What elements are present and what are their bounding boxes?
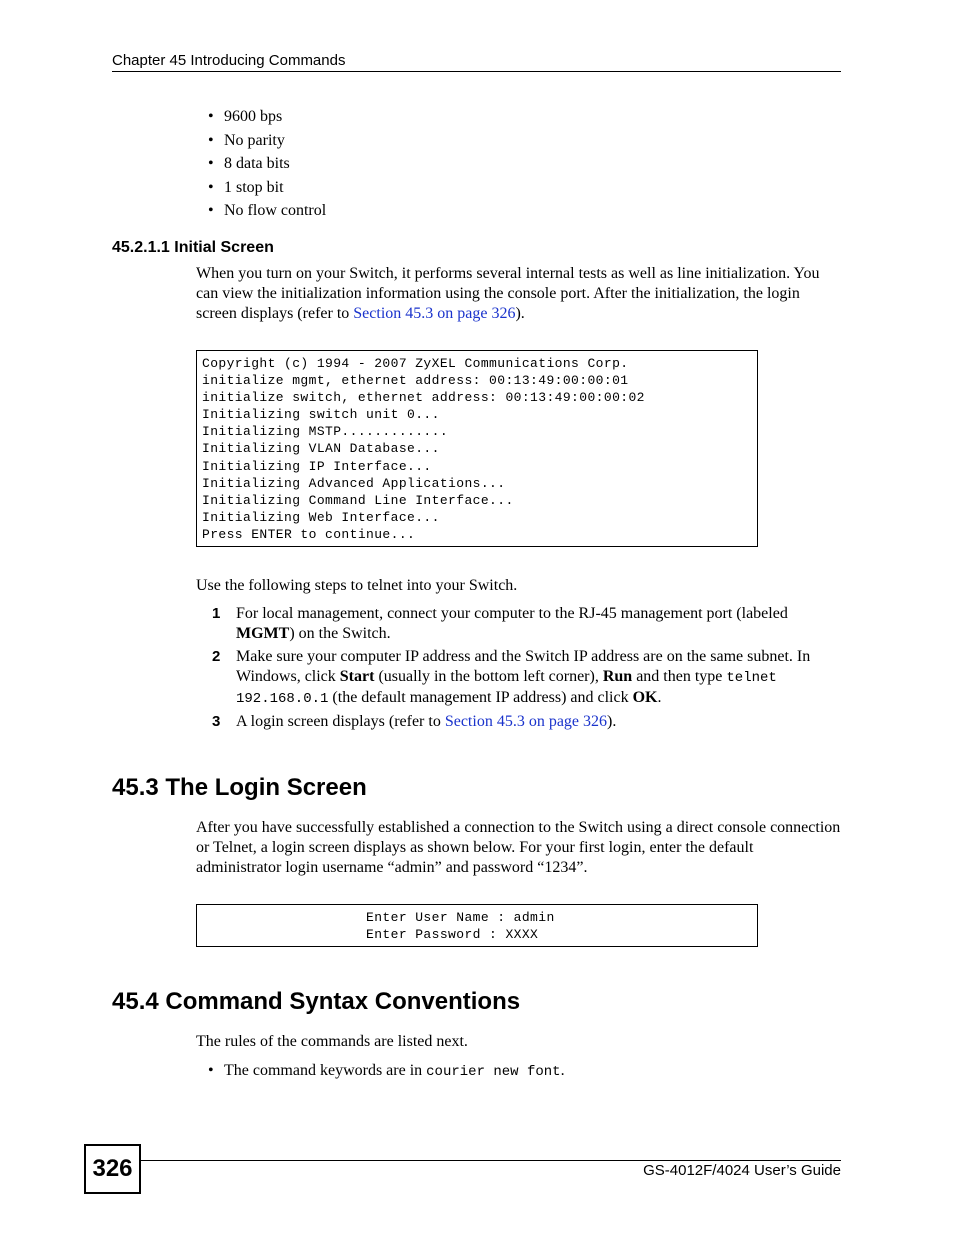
guide-title: GS-4012F/4024 User’s Guide: [643, 1162, 841, 1179]
telnet-steps: [212, 604, 841, 735]
list-item: • No flow control: [208, 202, 327, 219]
console-line: Enter Password : XXXX: [202, 927, 539, 943]
console-line: Enter User Name : admin: [202, 910, 555, 925]
login-paragraph: After you have successfully established a connection to the Switch using a direct console connection or Telnet, a login screen displays as shown below. For your first login, enter the default administrator login username “admin” and password “1234”.: [196, 819, 841, 876]
section-link[interactable]: Section 45.3 on page 326: [444, 713, 608, 730]
console-line: Initializing Advanced Applications...: [202, 475, 506, 491]
console-line: Initializing switch unit 0...: [202, 407, 440, 423]
console-line: Press ENTER to continue...: [202, 526, 416, 542]
settings-list: [208, 105, 326, 223]
console-line: Initializing IP Interface...: [202, 458, 432, 474]
syntax-list: [208, 1059, 565, 1085]
console-line: initialize switch, ethernet address: 00:13:49:00:00:02: [202, 390, 645, 406]
subsection-heading: 45.2.1.1 Initial Screen: [112, 239, 274, 256]
step-number: 1: [212, 605, 221, 622]
footer-rule: [141, 1160, 841, 1161]
step-item: 3 A login screen displays (refer to Section 45.3 on page 326).: [212, 713, 617, 730]
telnet-command: telnet 192.168.0.1: [236, 670, 777, 707]
console-line: initialize mgmt, ethernet address: 00:13:49:00:00:01: [202, 373, 629, 389]
step-number: 2: [212, 648, 221, 665]
login-console-box: [196, 904, 758, 947]
header-rule: [112, 71, 841, 72]
page-number: 326: [84, 1144, 141, 1194]
list-item: • 1 stop bit: [208, 178, 284, 196]
section-link[interactable]: Section 45.3 on page 326: [353, 305, 516, 322]
syntax-paragraph: The rules of the commands are listed next.: [196, 1033, 468, 1050]
console-output-box: [196, 350, 758, 547]
list-item: • 8 data bits: [208, 155, 290, 172]
step-item: 2 Make sure your computer IP address and the Switch IP address are on the same subnet. In Windows, click Start (usually in the bottom left corner), Run and then type telnet 192.168.0.1 (the default management IP address) and click OK.: [212, 648, 811, 707]
section-heading-syntax: 45.4 Command Syntax Conventions: [112, 988, 521, 1015]
initial-screen-paragraph: When you turn on your Switch, it performs several internal tests as well as line initialization. You can view the initialization information using the console port. After the initialization, the login screen displays (refer to Section 45.3 on page 326).: [196, 265, 820, 322]
step-number: 3: [212, 713, 221, 730]
courier-sample: courier new font: [426, 1064, 561, 1080]
console-line: Copyright (c) 1994 - 2007 ZyXEL Communications Corp.: [202, 356, 629, 371]
console-line: Initializing Command Line Interface...: [202, 492, 514, 508]
telnet-intro: Use the following steps to telnet into your Switch.: [196, 577, 518, 594]
list-item: • No parity: [208, 131, 285, 149]
console-line: Initializing VLAN Database...: [202, 441, 440, 457]
console-line: Initializing MSTP.............: [202, 424, 449, 440]
section-heading-login: 45.3 The Login Screen: [112, 774, 367, 801]
list-item: • The command keywords are in courier new font.: [208, 1062, 565, 1080]
list-item: • 9600 bps: [208, 108, 283, 125]
console-line: Initializing Web Interface...: [202, 509, 440, 525]
chapter-header: Chapter 45 Introducing Commands: [112, 52, 346, 69]
step-item: 1 For local management, connect your computer to the RJ-45 management port (labeled MGMT) on the Switch.: [212, 605, 788, 642]
